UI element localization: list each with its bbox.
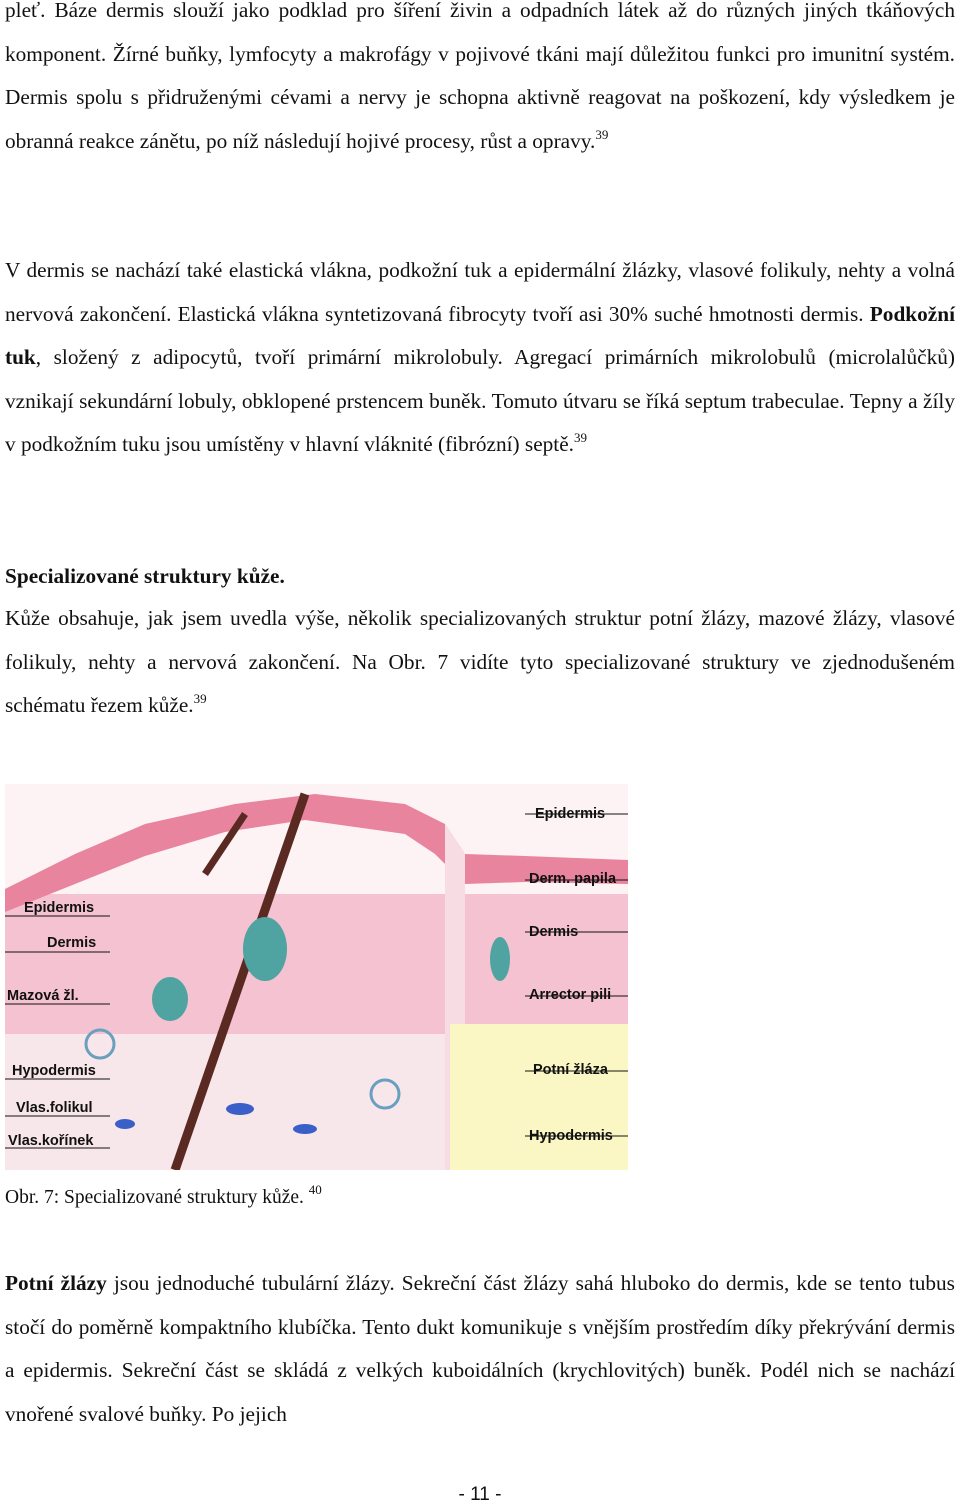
sebaceous-gland [490, 937, 510, 981]
page-number: - 11 - [458, 1484, 502, 1505]
fat-region [450, 1024, 628, 1170]
reference-superscript: 39 [193, 691, 207, 706]
label-hair-follicle: Vlas.folikul [16, 1100, 93, 1116]
label-dermis-left: Dermis [47, 935, 97, 951]
reference-superscript: 39 [595, 126, 609, 142]
sebaceous-gland [243, 917, 287, 981]
figure-caption: Obr. 7: Specializované struktury kůže. $^{40}$ [5, 1182, 322, 1208]
skin-cross-section-figure [5, 784, 628, 1170]
label-hypodermis-left: Hypodermis [12, 1063, 96, 1079]
blood-vessel [226, 1103, 254, 1115]
reference-superscript: 40 [308, 1182, 322, 1197]
paragraph-elastic-fibers: V dermis se nachází také elastická vlákna, podkožní tuk a epidermální žlázky, vlasové folikuly, nehty a volná nervová zakončení. Elastická vlákna syntetizovaná fibrocyty tvoří asi 30% suché hmotnosti dermis. Podkožní tuk, složený z adipocytů, tvoří primární mikrolobuly. Agregací primárních mikrolobulů (microlalůčků) vznikají sekundární lobuly, obklopené prstencem buněk. Tomuto útvaru se říká septum trabeculae. Tepny a žíly v podkožním tuku jsou umístěny v hlavní vláknité (fibrózní) septě.$^{39}$ [5, 258, 955, 456]
paragraph-sweat-glands: Potní žlázy jsou jednoduché tubulární žlázy. Sekreční část žlázy sahá hluboko do dermis, kde se tento tubus stočí do poměrně kompaktního klubíčka. Tento dukt komunikuje s vnějším prostředím díky překrývání dermis a epidermis. Sekreční část se skládá z velkých kuboidálních (krychlovitých) buněk. Podél nich se nachází vnořené svalové buňky. Po jejich [5, 1271, 955, 1426]
paragraph-dermis-base: pleť. Báze dermis slouží jako podklad pro šíření živin a odpadních látek až do různých jiných tkáňových komponent. Žírné buňky, lymfocyty a makrofágy v pojivové tkáni mají důležitou funkci pro imunitní systém. Dermis spolu s přidruženými cévami a nervy je schopna aktivně reagovat na poškození, kdy výsledkem je obranná reakce zánětu, po níž následují hojivé procesy, růst a opravy.$^{39}$ [5, 0, 955, 153]
paragraph-specialized-structures: Kůže obsahuje, jak jsem uvedla výše, několik specializovaných struktur potní žlázy, mazové žlázy, vlasové folikuly, nehty a nervová zakončení. Na Obr. 7 vidíte tyto specializované struktury ve zjednodušeném schématu řezem kůže.$^{39}$ [5, 606, 955, 717]
label-epidermis-left: Epidermis [24, 900, 95, 916]
bold-term: Podkožní tuk [5, 301, 955, 369]
bold-term: Potní žlázy [5, 1271, 107, 1295]
sebaceous-gland [152, 977, 188, 1021]
label-sweat-gland: Potní žláza [533, 1062, 608, 1078]
label-dermal-papilla: Derm. papila [529, 871, 617, 887]
label-epidermis-right: Epidermis [535, 806, 606, 822]
dermis-layer [5, 894, 628, 1034]
blood-vessel [293, 1124, 317, 1134]
label-arrector-pili: Arrector pili [529, 987, 612, 1003]
label-hair-root: Vlas.kořínek [8, 1133, 94, 1149]
blood-vessel [115, 1119, 135, 1129]
reference-superscript: 39 [574, 430, 588, 445]
label-dermis-right: Dermis [529, 924, 579, 940]
section-heading: Specializované struktury kůže. [5, 564, 285, 588]
label-hypodermis-right: Hypodermis [529, 1128, 613, 1144]
label-sebaceous-gland: Mazová žl. [7, 988, 79, 1004]
